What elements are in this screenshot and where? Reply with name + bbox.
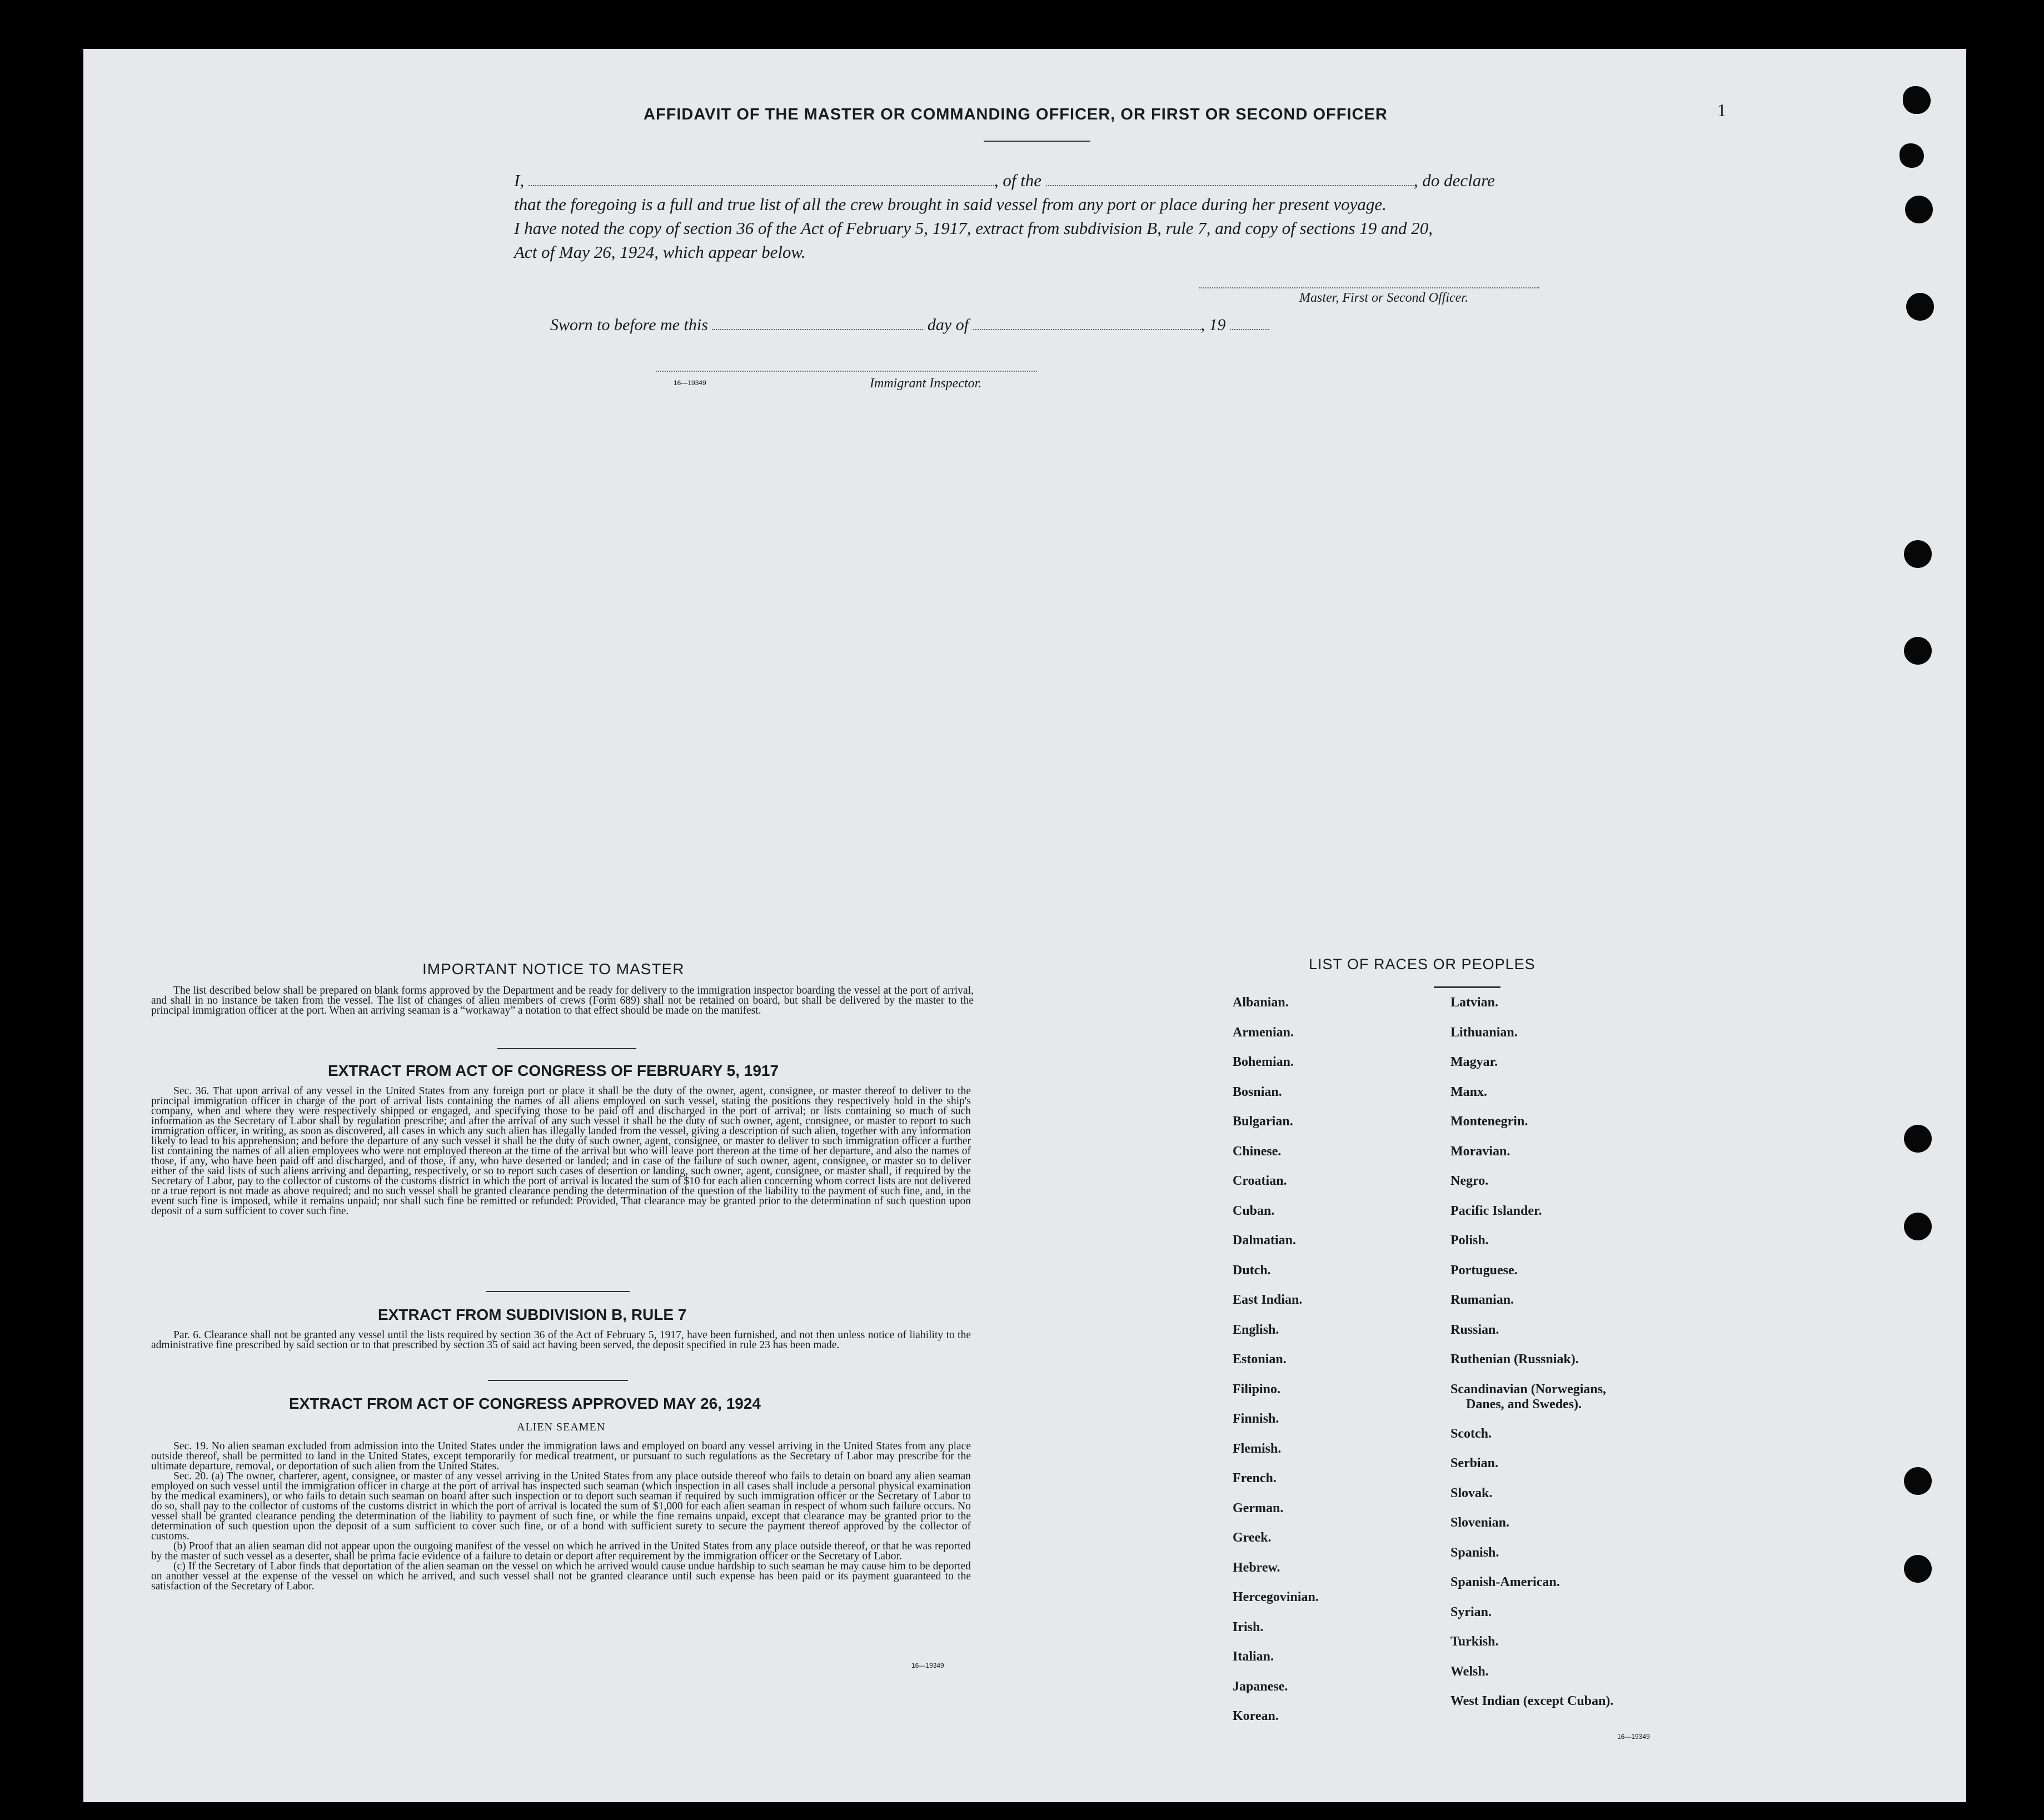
sworn-prefix: Sworn to before me this bbox=[550, 316, 708, 334]
punch-hole bbox=[1904, 1213, 1932, 1240]
race-item: Spanish-American. bbox=[1450, 1575, 1560, 1589]
race-item: Dutch. bbox=[1233, 1263, 1271, 1278]
affidavit-body bbox=[514, 168, 1562, 264]
extract-1917-text bbox=[151, 1086, 971, 1216]
section-20a: Sec. 20. (a) The owner, charterer, agent, consignee, or master of any vessel arriving in the United States from any place outside thereof who fails to detain on board any alien seaman employed on such vessel until the immigration officer in charge at the port of arrival has inspected such seaman (which inspection in all cases shall include a personal physical examination by the medical examiners), or who fails to detain such seaman on board after such inspection or to deport such seaman if required by such immigration officer or the Secretary of Labor to do so, shall pay to the collector of customs of the customs district in which the port of arrival is located the sum of $1,000 for each alien seaman in respect of whom such failure occurs. No vessel shall be granted clearance pending the determination of the liability to payment of such fine, or while the fine remains unpaid, except that clearance may be granted prior to the determination of such question upon the deposit of a sum sufficient to cover such fine, or of a bond with sufficient surety to secure the payment thereof approved by the collector of customs. bbox=[151, 1470, 971, 1542]
sworn-line bbox=[550, 316, 1269, 335]
race-item: Hercegovinian. bbox=[1233, 1590, 1319, 1604]
race-item: Italian. bbox=[1233, 1649, 1274, 1664]
divider bbox=[497, 1048, 636, 1049]
page-number: 1 bbox=[1717, 100, 1726, 120]
notice-text bbox=[151, 986, 974, 1016]
section-19: Sec. 19. No alien seaman excluded from admission into the United States under the immigration laws and employed on board any vessel arriving in the United States from any place outside thereof, shall be permitted to land in the United States, except temporarily for medical treatment, or pursuant to such regulations as the Secretary of Labor may prescribe for the ultimate departure, removal, or deportation of such alien from the United States. bbox=[151, 1440, 971, 1472]
master-signature-label: Master, First or Second Officer. bbox=[1299, 291, 1468, 305]
race-item: Chinese. bbox=[1233, 1144, 1282, 1159]
race-item: Manx. bbox=[1450, 1084, 1487, 1099]
race-item: Scotch. bbox=[1450, 1426, 1492, 1441]
inspector-signature-line bbox=[656, 371, 1037, 372]
race-item: Greek. bbox=[1233, 1530, 1272, 1545]
race-item: Serbian. bbox=[1450, 1456, 1499, 1470]
race-item: Syrian. bbox=[1450, 1604, 1492, 1619]
notice-paragraph: The list described below shall be prepared on blank forms approved by the Department and be ready for delivery to the immigration inspector boarding the vessel at the port of arrival, and shall in no instance be taken from the vessel. The list of changes of alien members of crews (Form 689) shall not be retained on board, but shall be delivered by the master to the principal immigration officer at the port. When an arriving seaman is a “workaway” a notation to that effect should be made on the manifest. bbox=[151, 985, 974, 1016]
race-item: Latvian. bbox=[1450, 995, 1499, 1010]
punch-hole bbox=[1906, 293, 1934, 321]
race-item: Estonian. bbox=[1233, 1352, 1287, 1367]
affidavit-of-the: , of the bbox=[994, 171, 1042, 190]
races-right-column bbox=[1450, 995, 1613, 1723]
extract-1924-title: EXTRACT FROM ACT OF CONGRESS APPROVED MAY 26, 1924 bbox=[289, 1395, 761, 1412]
sworn-year: , 19 bbox=[1200, 316, 1226, 334]
race-item: Pacific Islander. bbox=[1450, 1203, 1542, 1218]
form-number: 16—19349 bbox=[674, 379, 706, 387]
punch-hole bbox=[1904, 1555, 1932, 1583]
sworn-day-of: day of bbox=[927, 316, 969, 334]
race-item: Bohemian. bbox=[1233, 1055, 1294, 1069]
affidavit-line-1 bbox=[514, 168, 1562, 192]
paragraph-6: Par. 6. Clearance shall not be granted any vessel until the lists required by section 36 of the Act of February 5, 1917, have been furnished, and not then unless notice of liability to the administrative fine prescribed by said section or to that prescribed by section 35 of said act having been served, the deposit specified in rule 23 has been made. bbox=[151, 1329, 971, 1351]
race-item: Filipino. bbox=[1233, 1382, 1281, 1397]
extract-rule7-text bbox=[151, 1330, 971, 1350]
race-item: Croatian. bbox=[1233, 1174, 1287, 1188]
punch-hole bbox=[1905, 196, 1933, 223]
race-item: Welsh. bbox=[1450, 1664, 1489, 1679]
sworn-year-blank bbox=[1230, 318, 1269, 330]
race-item: Magyar. bbox=[1450, 1055, 1498, 1069]
race-item: Portuguese. bbox=[1450, 1263, 1518, 1278]
form-number: 16—19349 bbox=[911, 1662, 944, 1669]
race-item: Spanish. bbox=[1450, 1545, 1499, 1560]
race-item: Armenian. bbox=[1233, 1025, 1294, 1040]
affidavit-line-3: I have noted the copy of section 36 of the Act of February 5, 1917, extract from subdivision B, rule 7, and copy of sections 19 and 20, bbox=[514, 218, 1433, 238]
race-item: Rumanian. bbox=[1450, 1293, 1514, 1307]
punch-hole bbox=[1904, 1125, 1932, 1153]
race-item: Moravian. bbox=[1450, 1144, 1510, 1159]
race-item: Scandinavian (Norwegians, bbox=[1450, 1382, 1607, 1397]
race-item: Montenegrin. bbox=[1450, 1114, 1528, 1129]
race-item: Cuban. bbox=[1233, 1203, 1275, 1218]
inspector-label: Immigrant Inspector. bbox=[870, 376, 982, 391]
race-item: Ruthenian (Russniak). bbox=[1450, 1352, 1579, 1367]
master-signature-line bbox=[1199, 287, 1539, 288]
punch-hole bbox=[1903, 86, 1931, 114]
divider bbox=[1434, 986, 1500, 988]
races-title: LIST OF RACES OR PEOPLES bbox=[1309, 956, 1536, 973]
punch-hole bbox=[1900, 143, 1924, 168]
race-item: Korean. bbox=[1233, 1709, 1279, 1723]
section-36: Sec. 36. That upon arrival of any vessel in the United States from any foreign port or place it shall be the duty of the owner, agent, consignee, or master thereof to deliver to the principal immigration officer in charge of the port of arrival lists containing the names of all aliens employed on such vessel, stating the positions they respectively hold in the ship's company, when and where they were respectively shipped or engaged, and specifying those to be paid off and discharged in the port of arrival; or lists containing so much of such information as the Secretary of Labor shall by regulation prescribe; and after the arrival of any such vessel it shall be the duty of such owner, agent, consignee, or master to report to such immigration officer, in writing, as soon as discovered, all cases in which any such alien has illegally landed from the vessel, giving a description of such alien, together with any information likely to lead to his apprehension; and before the departure of any such vessel it shall be the duty of such owner, agent, consignee, or master to deliver to such immigration officer a further list containing the names of all alien employees who were not employed thereon at the time of the arrival but who will leave port thereon at the time of her departure, and also the names of those, if any, who have been paid off and discharged, and of those, if any, who have deserted or landed; and in case of the failure of such owner, agent, consignee, or master so to deliver either of the said lists of such aliens arriving and departing, respectively, or so to report such cases of desertion or landing, such owner, agent, consignee, or master shall, if required by the Secretary of Labor, pay to the collector of customs of the customs district in which the port of arrival is located the sum of $10 for each alien concerning whom correct lists are not delivered or a true report is not made as above required; and no such vessel shall be granted clearance pending the determination of the question of the liability to the payment of such fine, and, in the event such fine is imposed, while it remains unpaid; nor shall such fine be remitted or refunded: Provided, That clearance may be granted prior to the determination of such question upon deposit of a sum sufficient to cover such fine. bbox=[151, 1085, 971, 1217]
punch-hole bbox=[1904, 1467, 1932, 1495]
races-list bbox=[1233, 995, 1699, 1739]
race-item: Dalmatian. bbox=[1233, 1233, 1296, 1248]
punch-hole bbox=[1904, 540, 1932, 568]
notice-title: IMPORTANT NOTICE TO MASTER bbox=[422, 960, 685, 978]
vessel-blank bbox=[1046, 174, 1414, 186]
race-item: West Indian (except Cuban). bbox=[1450, 1694, 1614, 1708]
name-blank bbox=[529, 174, 994, 186]
race-item: German. bbox=[1233, 1500, 1284, 1515]
affidavit-line-2: that the foregoing is a full and true list of all the crew brought in said vessel from any port or place during her present voyage. bbox=[514, 195, 1387, 214]
section-20b: (b) Proof that an alien seaman did not appear upon the outgoing manifest of the vessel on which he arrived in the United States from any place outside thereof, or that he was reported by the master of such vessel as a deserter, shall be prima facie evidence of a failure to detain or deport after requirement by the immigration officer or the Secretary of Labor. bbox=[151, 1540, 971, 1562]
race-item: Slovenian. bbox=[1450, 1515, 1510, 1530]
race-item: Bulgarian. bbox=[1233, 1114, 1293, 1129]
section-20c: (c) If the Secretary of Labor finds that deportation of the alien seaman on the vessel on which he arrived would cause undue hardship to such seaman he may cause him to be deported on another vessel at the expense of the vessel on which he arrived, and such vessel shall not be granted clearance until such expense has been paid or its payment guaranteed to the satisfaction of the Secretary of Labor. bbox=[151, 1560, 971, 1592]
sworn-month-blank bbox=[973, 318, 1201, 330]
sworn-date-blank bbox=[712, 318, 923, 330]
races-left-column bbox=[1233, 995, 1319, 1738]
race-item: Russian. bbox=[1450, 1322, 1499, 1337]
race-item: Lithuanian. bbox=[1450, 1025, 1518, 1040]
alien-seamen-subtitle: ALIEN SEAMEN bbox=[517, 1421, 606, 1433]
form-number: 16—19349 bbox=[1617, 1733, 1650, 1741]
affidavit-i: I, bbox=[514, 171, 525, 190]
race-item: English. bbox=[1233, 1322, 1279, 1337]
race-item: Slovak. bbox=[1450, 1485, 1493, 1500]
race-item: Flemish. bbox=[1233, 1441, 1282, 1456]
race-item: Japanese. bbox=[1233, 1679, 1288, 1694]
race-item: East Indian. bbox=[1233, 1293, 1303, 1307]
race-item: Irish. bbox=[1233, 1619, 1264, 1634]
divider bbox=[486, 1291, 630, 1292]
race-item: Danes, and Swedes). bbox=[1466, 1397, 1582, 1412]
divider bbox=[488, 1380, 628, 1381]
divider bbox=[984, 141, 1090, 142]
affidavit-declare: , do declare bbox=[1413, 171, 1495, 190]
race-item: Albanian. bbox=[1233, 995, 1289, 1010]
race-item: Polish. bbox=[1450, 1233, 1489, 1248]
extract-1924-text bbox=[151, 1442, 971, 1592]
race-item: Bosnian. bbox=[1233, 1084, 1282, 1099]
affidavit-line-4: Act of May 26, 1924, which appear below. bbox=[514, 242, 806, 262]
punch-hole bbox=[1904, 637, 1932, 665]
affidavit-title: AFFIDAVIT OF THE MASTER OR COMMANDING OFFICER, OR FIRST OR SECOND OFFICER bbox=[644, 106, 1388, 123]
extract-rule7-title: EXTRACT FROM SUBDIVISION B, RULE 7 bbox=[378, 1306, 687, 1323]
race-item: Hebrew. bbox=[1233, 1560, 1280, 1575]
race-item: Finnish. bbox=[1233, 1412, 1279, 1426]
race-item: French. bbox=[1233, 1471, 1277, 1485]
race-item: Turkish. bbox=[1450, 1634, 1499, 1649]
race-item: Negro. bbox=[1450, 1174, 1489, 1188]
extract-1917-title: EXTRACT FROM ACT OF CONGRESS OF FEBRUARY 5, 1917 bbox=[328, 1062, 779, 1079]
